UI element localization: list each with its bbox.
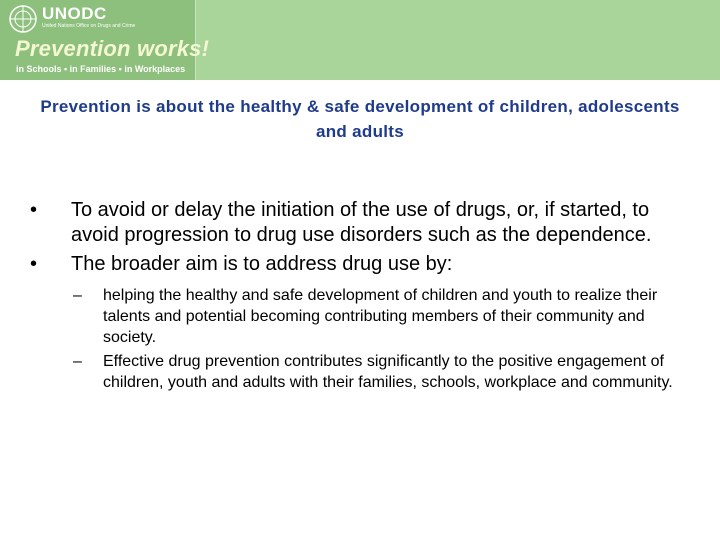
sub-bullet-marker: – (73, 353, 82, 370)
unodc-logo-block (0, 0, 210, 80)
bullet-marker: • (30, 253, 38, 275)
un-emblem-icon (8, 4, 38, 34)
sub-bullet-item (73, 351, 688, 393)
bullet-marker: • (30, 199, 38, 221)
sub-bullet-text: Effective drug prevention contributes significantly to the positive engagement of children, youth and adults with their families, schools, workplace and community. (103, 353, 673, 391)
logo-subtitle: in Schools • in Families • in Workplaces (16, 64, 186, 74)
bullet-list (28, 198, 688, 397)
logo-title: Prevention works! (15, 36, 210, 61)
sub-bullet-marker: – (73, 287, 82, 304)
brand-name: UNODC (42, 4, 107, 23)
sub-bullet-item (73, 285, 688, 348)
slide-title: Prevention is about the healthy & safe development of children, adolescents and adults (40, 97, 680, 141)
bullet-item (28, 198, 688, 248)
bullet-item (28, 252, 688, 393)
bullet-text: To avoid or delay the initiation of the use of drugs, or, if started, to avoid progression to drug use disorders such as the dependence. (71, 199, 652, 246)
sub-bullet-list (71, 285, 688, 393)
header-banner (0, 0, 720, 80)
bullet-text: The broader aim is to address drug use by: (71, 253, 453, 275)
sub-bullet-text: helping the healthy and safe development of children and youth to realize their talents and potential becoming contributing members of their community and society. (103, 287, 658, 346)
brand-subtitle: United Nations Office on Drugs and Crime (42, 23, 136, 29)
